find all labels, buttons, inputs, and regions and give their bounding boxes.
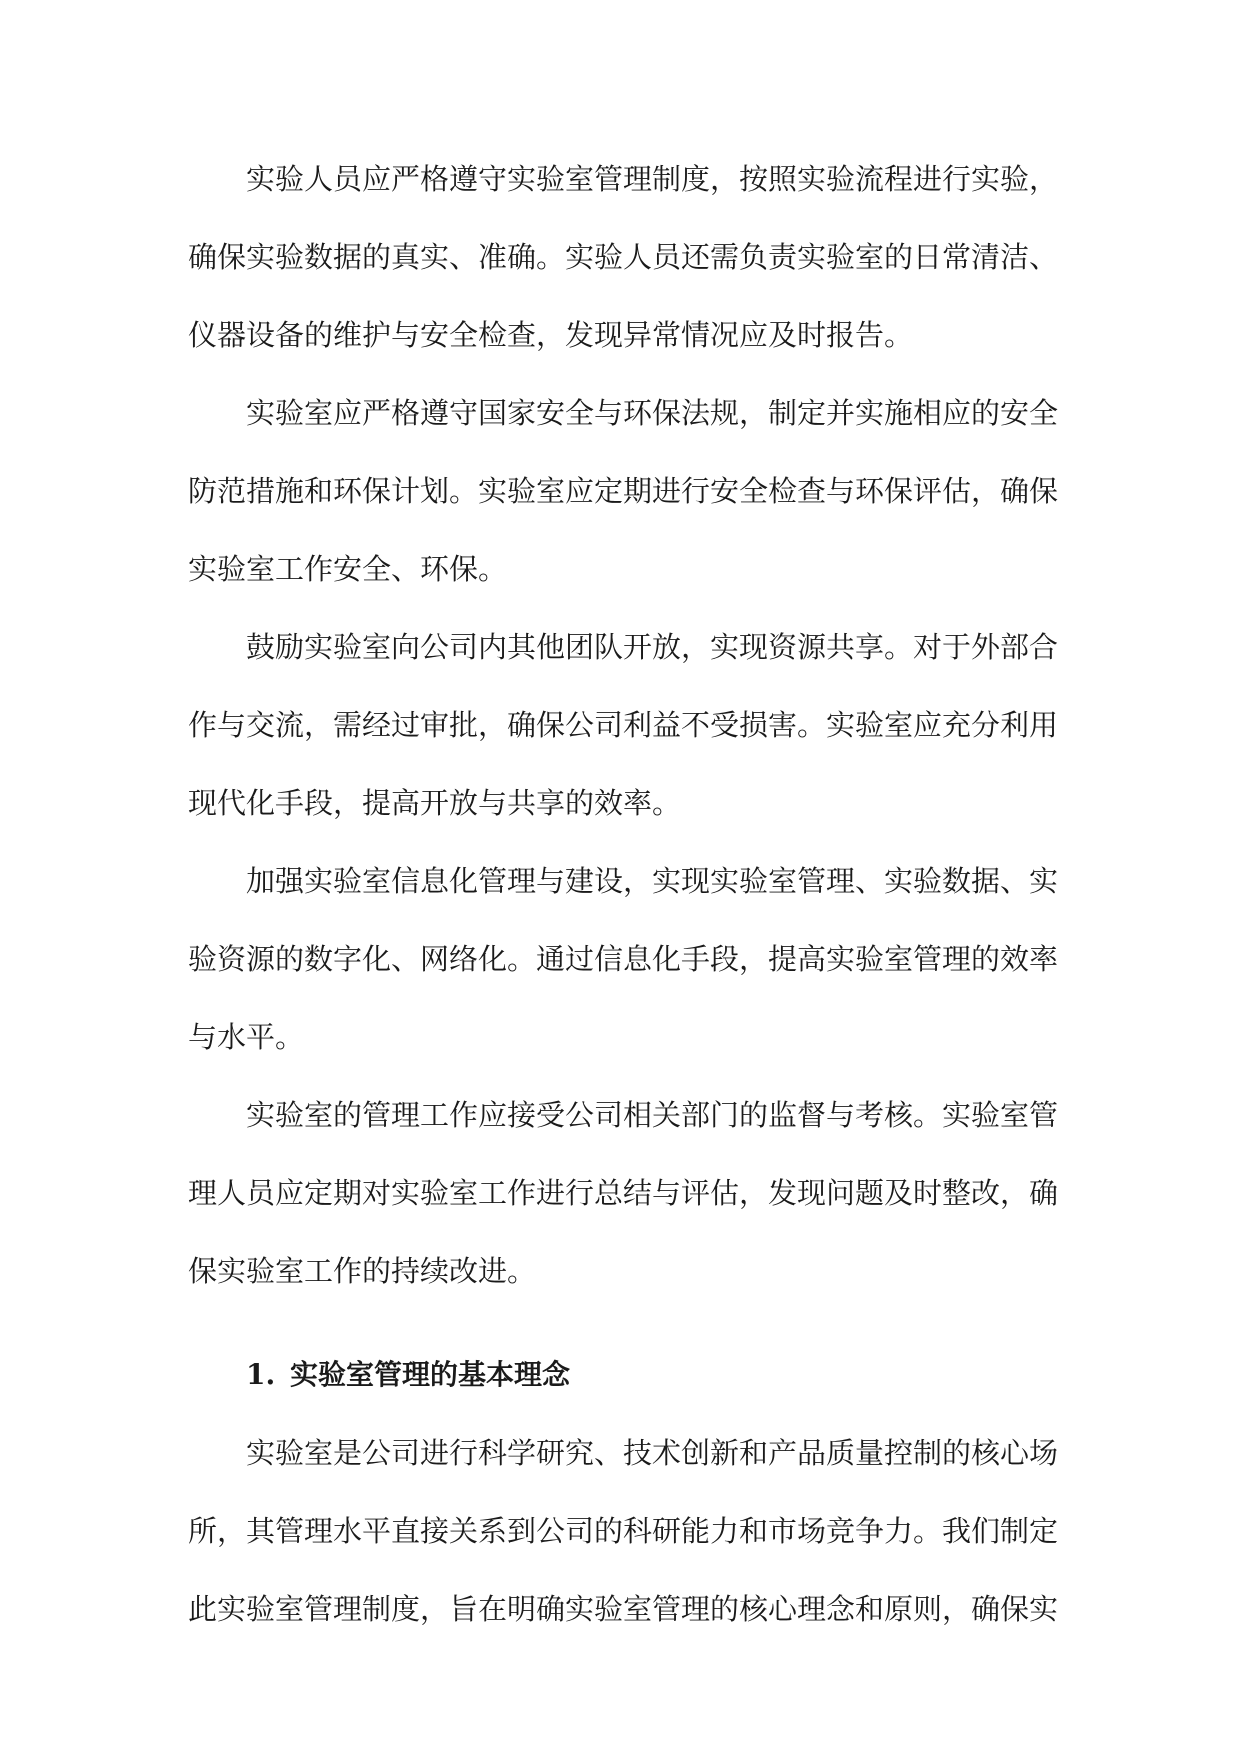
paragraph-line: 理人员应定期对实验室工作进行总结与评估，发现问题及时整改，确 <box>188 1176 1059 1210</box>
paragraph-line: 实验室是公司进行科学研究、技术创新和产品质量控制的核心场 <box>246 1436 1059 1470</box>
document-page <box>188 140 1068 1648</box>
paragraph-line: 验资源的数字化、网络化。通过信息化手段，提高实验室管理的效率 <box>188 942 1059 976</box>
paragraph-line: 实验人员应严格遵守实验室管理制度，按照实验流程进行实验， <box>246 162 1059 196</box>
paragraph-line: 实验室应严格遵守国家安全与环保法规，制定并实施相应的安全 <box>246 396 1059 430</box>
paragraph-line: 所，其管理水平直接关系到公司的科研能力和市场竞争力。我们制定 <box>188 1514 1059 1548</box>
paragraph-line: 防范措施和环保计划。实验室应定期进行安全检查与环保评估，确保 <box>188 474 1059 508</box>
paragraph-line: 此实验室管理制度，旨在明确实验室管理的核心理念和原则，确保实 <box>188 1592 1059 1626</box>
paragraph-line: 确保实验数据的真实、准确。实验人员还需负责实验室的日常清洁、 <box>188 240 1059 274</box>
paragraph-line: 与水平。 <box>188 1020 305 1054</box>
paragraph-line: 保实验室工作的持续改进。 <box>188 1254 537 1288</box>
paragraph-line: 鼓励实验室向公司内其他团队开放，实现资源共享。对于外部合 <box>246 630 1059 664</box>
paragraph-2 <box>188 374 1068 608</box>
section-heading <box>188 1336 1068 1414</box>
paragraph-1 <box>188 140 1068 374</box>
paragraph-line: 实验室工作安全、环保。 <box>188 552 508 586</box>
section-title: 实验室管理的基本理念 <box>290 1358 571 1391</box>
section-number: 1. <box>246 1358 276 1391</box>
paragraph-3 <box>188 608 1068 842</box>
paragraph-6 <box>188 1414 1068 1648</box>
paragraph-4 <box>188 842 1068 1076</box>
paragraph-line: 实验室的管理工作应接受公司相关部门的监督与考核。实验室管 <box>246 1098 1059 1132</box>
paragraph-line: 加强实验室信息化管理与建设，实现实验室管理、实验数据、实 <box>246 864 1059 898</box>
paragraph-5 <box>188 1076 1068 1310</box>
paragraph-line: 仪器设备的维护与安全检查，发现异常情况应及时报告。 <box>188 318 914 352</box>
paragraph-line: 作与交流，需经过审批，确保公司利益不受损害。实验室应充分利用 <box>188 708 1059 742</box>
paragraph-line: 现代化手段，提高开放与共享的效率。 <box>188 786 682 820</box>
